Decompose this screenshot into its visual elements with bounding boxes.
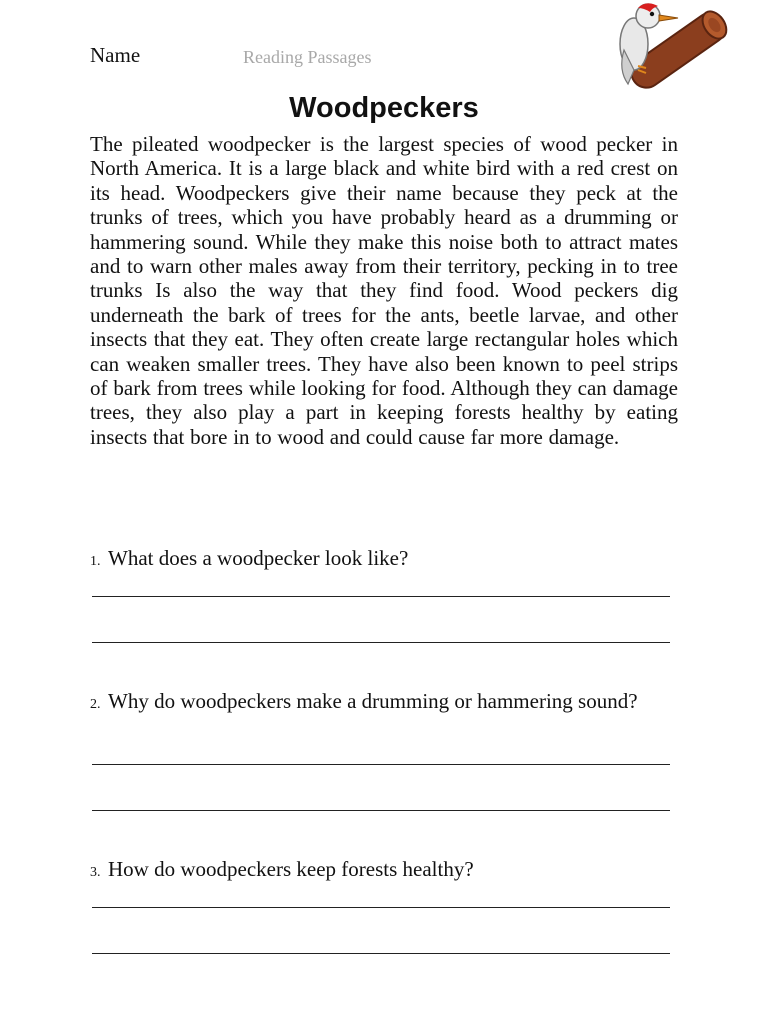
answer-line[interactable] — [92, 810, 670, 811]
question-2 — [90, 689, 695, 717]
answer-line[interactable] — [92, 596, 670, 597]
question-number: 1. — [90, 554, 101, 569]
page-title: Woodpeckers — [289, 92, 479, 124]
question-text: Why do woodpeckers make a drumming or hammering sound? — [108, 689, 638, 713]
question-3 — [90, 857, 695, 885]
name-label: Name — [90, 43, 141, 67]
question-text: How do woodpeckers keep forests healthy? — [108, 857, 474, 881]
woodpecker-on-log-icon — [602, 0, 734, 92]
answer-line[interactable] — [92, 907, 670, 908]
question-1 — [90, 546, 695, 574]
question-number: 3. — [90, 865, 101, 880]
question-text: What does a woodpecker look like? — [108, 546, 409, 570]
worksheet-subtitle: Reading Passages — [243, 47, 372, 67]
question-number: 2. — [90, 697, 101, 712]
answer-line[interactable] — [92, 764, 670, 765]
reading-passage: The pileated woodpecker is the largest species of wood pecker in North America. It is a large black and white bird with a red crest on its head. Woodpeckers give their name because they peck at the trunks of trees, which you have probably heard as a drumming or hammering sound. While they make this noise both to attract mates and to warn other males away from their territory, pecking in to tree trunks Is also the way that they find food. Wood peckers dig underneath the bark of trees for the ants, beetle larvae, and other insects that they eat. They often create large rectangular holes which can weaken smaller trees. They have also been known to peel strips of bark from trees while looking for food. Although they can damage trees, they also play a part in keeping forests healthy by eating insects that bore in to wood and could cause far more damage. — [90, 132, 678, 449]
answer-line[interactable] — [92, 642, 670, 643]
answer-line[interactable] — [92, 953, 670, 954]
